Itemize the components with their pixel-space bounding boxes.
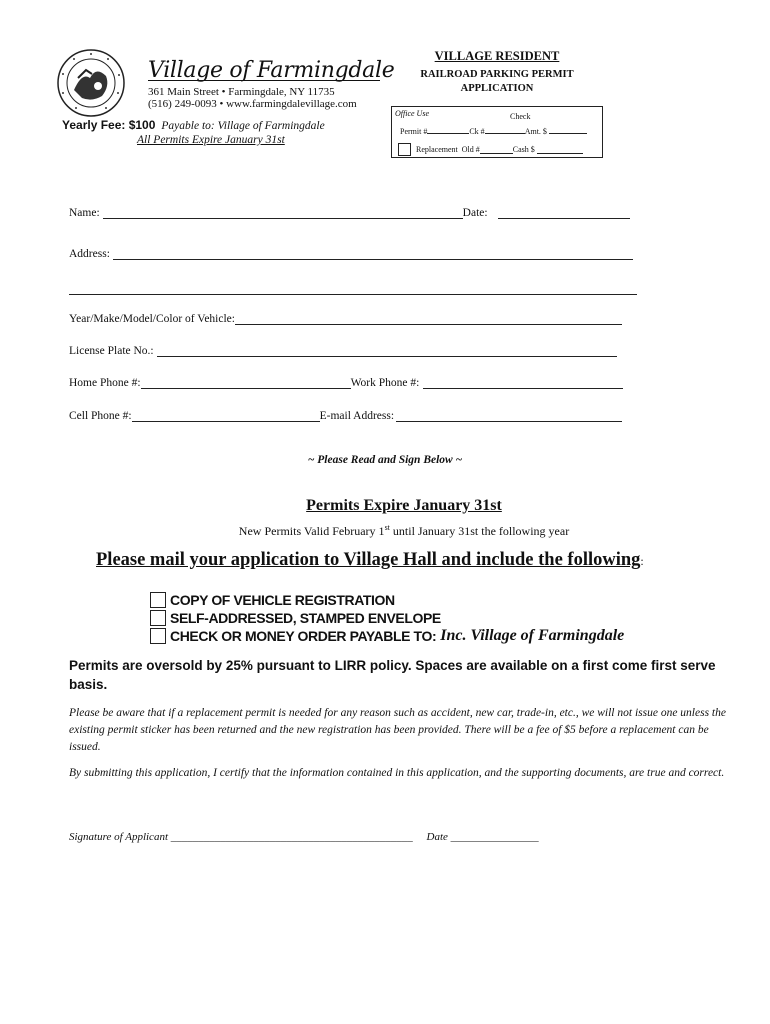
signature-date-field[interactable]: Date ________________ <box>426 831 539 843</box>
village-address <box>148 86 357 110</box>
permit-title <box>400 68 594 96</box>
payable-to: Payable to: Village of Farmingdale <box>161 120 325 132</box>
signature-field[interactable]: Signature of Applicant ____________________________________________ <box>69 831 413 843</box>
permit-number-label: Permit # <box>400 127 428 136</box>
cash-field[interactable] <box>537 145 583 154</box>
cash-label: Cash $ <box>512 145 535 154</box>
old-number-field[interactable] <box>480 145 513 154</box>
new-permits-note <box>0 523 770 539</box>
date-field[interactable] <box>498 206 630 219</box>
new-permits-sup: st <box>384 523 390 532</box>
please-read-note: ~ Please Read and Sign Below ~ <box>307 454 463 466</box>
signature-row <box>69 831 539 843</box>
check-number-label: Ck # <box>469 127 485 136</box>
permit-title-line1: RAILROAD PARKING PERMIT <box>420 69 574 80</box>
address-line-2-field[interactable] <box>69 282 637 295</box>
check-label: Check <box>510 112 531 121</box>
checklist-checkbox[interactable] <box>150 628 166 644</box>
village-name: Village of Farmingdale <box>148 58 395 83</box>
village-seal-logo <box>56 48 126 118</box>
home-phone-field[interactable] <box>141 376 351 389</box>
check-number-field[interactable] <box>485 125 525 134</box>
vehicle-field[interactable] <box>235 312 622 325</box>
permit-number-field[interactable] <box>427 125 469 134</box>
license-row <box>69 344 617 357</box>
checklist-item-text: CHECK OR MONEY ORDER PAYABLE TO: <box>170 628 437 644</box>
license-field[interactable] <box>157 344 617 357</box>
name-label: Name: <box>69 207 100 219</box>
date-label: Date: <box>462 207 488 219</box>
cell-email-row <box>69 409 622 422</box>
work-phone-field[interactable] <box>423 376 623 389</box>
license-label: License Plate No.: <box>69 345 154 357</box>
checklist-item-text: SELF-ADDRESSED, STAMPED ENVELOPE <box>170 610 441 626</box>
amount-field[interactable] <box>549 125 587 134</box>
checklist-item-payee: Inc. Village of Farmingdale <box>440 627 625 644</box>
name-field[interactable] <box>103 206 463 219</box>
phone-row <box>69 376 623 389</box>
replacement-checkbox[interactable] <box>398 143 411 156</box>
replacement-label: Replacement <box>416 145 458 154</box>
cell-phone-field[interactable] <box>132 409 320 422</box>
address-field[interactable] <box>113 247 633 260</box>
work-phone-label: Work Phone #: <box>350 377 420 389</box>
resident-title: VILLAGE RESIDENT <box>434 49 560 63</box>
permits-expire-heading: Permits Expire January 31st <box>306 497 502 514</box>
oversold-note: Permits are oversold by 25% pursuant to LIRR policy. Spaces are available on a first come first serve basis. <box>69 658 716 692</box>
new-permits-prefix: New Permits Valid February 1 <box>238 524 385 538</box>
office-row-1 <box>400 125 587 136</box>
home-phone-label: Home Phone #: <box>69 377 141 389</box>
old-number-label: Old # <box>461 145 480 154</box>
contact-line: (516) 249-0093 • www.farmingdalevillage.com <box>148 98 357 110</box>
mail-colon: : <box>640 554 644 568</box>
address-row-2 <box>69 282 637 295</box>
expire-note: All Permits Expire January 31st <box>137 134 285 146</box>
yearly-fee <box>62 118 325 133</box>
mail-instruction <box>96 550 644 571</box>
checklist-item <box>150 592 395 608</box>
address-row <box>69 247 633 260</box>
checklist-item <box>150 610 441 626</box>
vehicle-label: Year/Make/Model/Color of Vehicle: <box>69 313 235 325</box>
cell-phone-label: Cell Phone #: <box>69 410 132 422</box>
mail-instruction-text: Please mail your application to Village Hall and include the following <box>96 550 641 570</box>
address-line: 361 Main Street • Farmingdale, NY 11735 <box>148 86 335 98</box>
vehicle-row <box>69 312 622 325</box>
name-row <box>69 206 630 219</box>
address-label: Address: <box>69 248 110 260</box>
yearly-fee-label: Yearly Fee: $100 <box>62 118 156 132</box>
certify-note: By submitting this application, I certify that the information contained in this application, and the supporting documents, are true and correct. <box>69 767 725 779</box>
checklist-checkbox[interactable] <box>150 610 166 626</box>
new-permits-suffix: until January 31st the following year <box>389 524 570 538</box>
office-use-box <box>391 106 603 158</box>
office-row-2 <box>398 143 583 156</box>
amount-label: Amt. $ <box>524 127 547 136</box>
email-field[interactable] <box>396 409 622 422</box>
replacement-note: Please be aware that if a replacement permit is needed for any reason such as accident, new car, trade-in, etc., we will not issue one unless the existing permit sticker has been returned and the new registration has been provided. There will be a fee of $5 before a replacement can be issued. <box>69 707 726 753</box>
title-divider <box>148 80 380 81</box>
checklist-item-text: COPY OF VEHICLE REGISTRATION <box>170 592 395 608</box>
checklist-checkbox[interactable] <box>150 592 166 608</box>
permit-title-line2: APPLICATION <box>460 83 534 94</box>
checklist-item <box>150 627 624 645</box>
email-label: E-mail Address: <box>319 410 395 422</box>
office-use-label: Office Use <box>395 109 429 118</box>
